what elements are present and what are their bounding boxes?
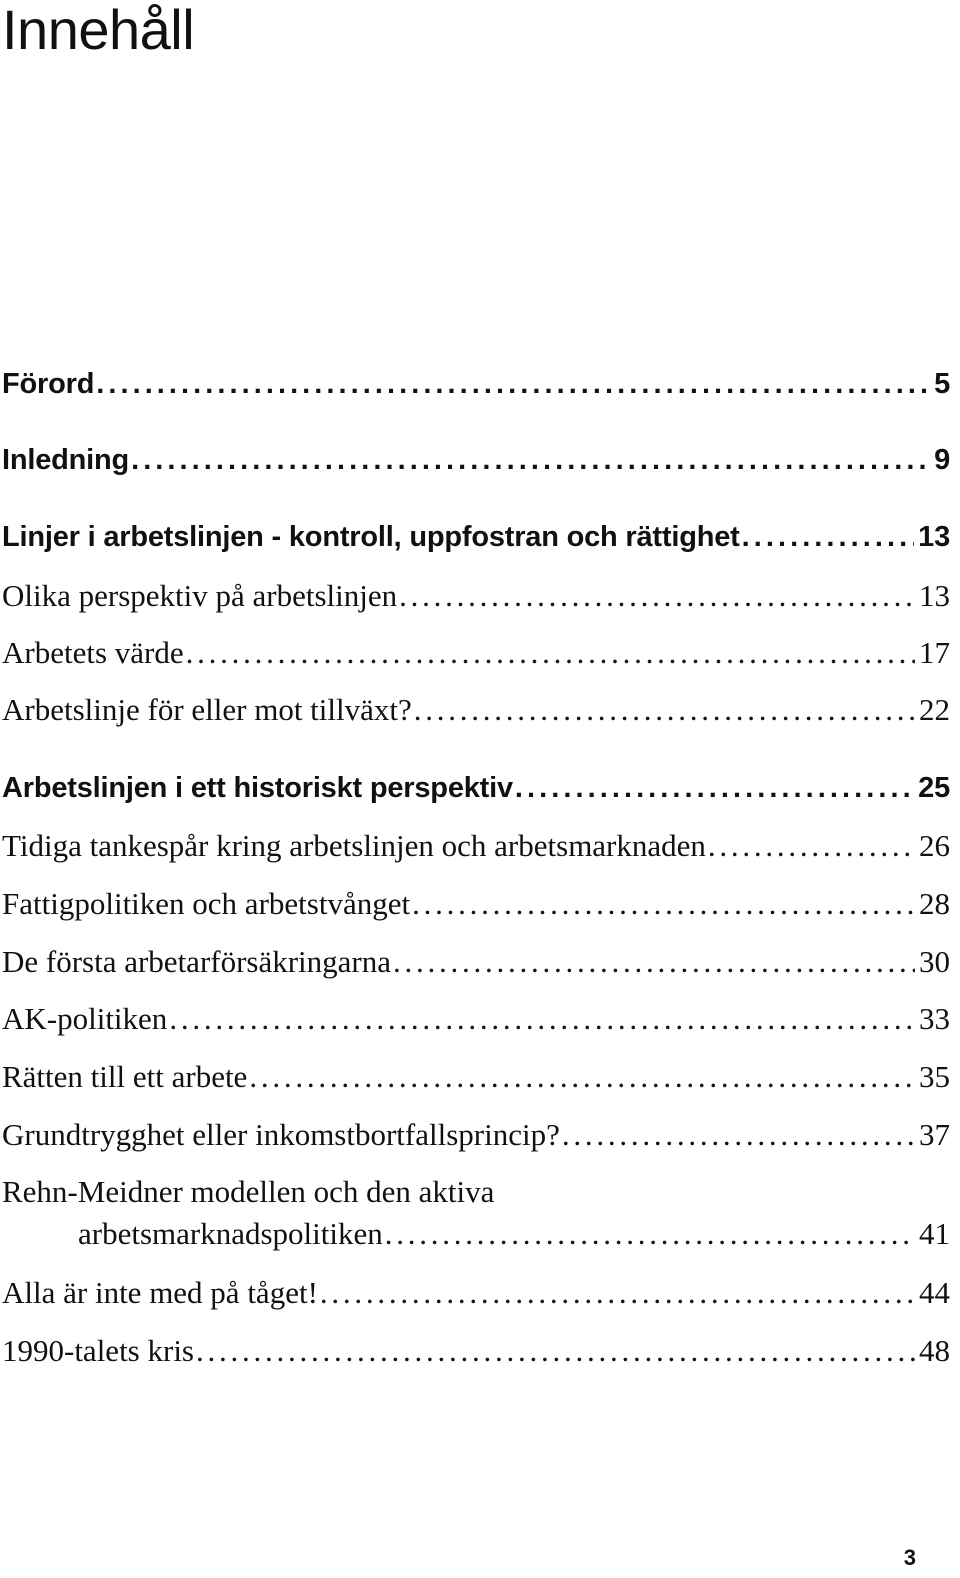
toc-entry-page: 25 [918,772,950,804]
toc-entry-forord[interactable] [2,364,950,404]
dot-leader [169,999,915,1039]
toc-entry-title-line1: Rehn-Meidner modellen och den aktiva [2,1174,495,1209]
toc-entry-title: Arbetslinjen i ett historiskt perspektiv [2,772,513,804]
toc-entry-title: Förord [2,368,95,400]
toc-entry-historiskt-perspektiv[interactable] [2,768,950,808]
toc-entry-title: Grundtrygghet eller inkomstbortfallsprincip? [2,1117,560,1152]
dot-leader [96,364,930,404]
toc-entry-arbetslinje-tillvaxt[interactable] [2,690,950,730]
toc-entry-title: Fattigpolitiken och arbetstvånget [2,886,411,921]
toc-entry-page: 48 [919,1333,950,1368]
dot-leader [186,633,915,673]
toc-entry-ratten-till-arbete[interactable] [2,1057,950,1097]
toc-entry-alla-ar-inte-med[interactable] [2,1273,950,1313]
dot-leader [412,884,915,924]
toc-entry-title: Olika perspektiv på arbetslinjen [2,578,398,613]
page-title: Innehåll [2,0,195,61]
dot-leader [562,1115,915,1155]
toc-entry-rehn-meidner[interactable] [2,1171,950,1255]
toc-entry-page: 37 [919,1117,950,1152]
toc-entry-ak-politiken[interactable] [2,999,950,1039]
toc-entry-title: Inledning [2,444,130,476]
toc-entry-title: De första arbetarförsäkringarna [2,944,392,979]
toc-entry-page: 22 [919,692,950,727]
toc-entry-page: 28 [919,886,950,921]
dot-leader [249,1057,915,1097]
toc-entry-page: 33 [919,1001,950,1036]
toc-entry-inledning[interactable] [2,440,950,480]
dot-leader [131,440,930,480]
toc-entry-page: 35 [919,1059,950,1094]
toc-entry-arbetets-varde[interactable] [2,633,950,673]
dot-leader [742,517,915,557]
dot-leader [399,576,915,616]
toc-entry-arbetarforsakringarna[interactable] [2,942,950,982]
toc-entry-title: Tidiga tankespår kring arbetslinjen och arbetsmarknaden [2,828,706,863]
toc-entry-fattigpolitiken[interactable] [2,884,950,924]
toc-entry-1990-talets-kris[interactable] [2,1331,950,1371]
toc-entry-title: 1990-talets kris [2,1333,194,1368]
dot-leader [196,1331,915,1371]
toc-entry-page: 44 [919,1275,950,1310]
toc-entry-title: Alla är inte med på tåget! [2,1275,318,1310]
dot-leader [393,942,915,982]
toc-entry-tidiga-tankespar[interactable] [2,826,950,866]
toc-entry-page: 9 [934,444,950,476]
toc-entry-title: Rätten till ett arbete [2,1059,248,1094]
toc-entry-page: 26 [919,828,950,863]
dot-leader [385,1213,915,1255]
toc-entry-page: 17 [919,635,950,670]
dot-leader [515,768,914,808]
toc-entry-title: Arbetets värde [2,635,184,670]
toc-entry-page: 13 [919,578,950,613]
dot-leader [708,826,915,866]
toc-entry-page: 5 [934,368,950,400]
toc-entry-line2 [2,1213,950,1255]
toc-entry-page: 30 [919,944,950,979]
dot-leader [320,1273,915,1313]
toc-entry-page: 41 [919,1216,950,1251]
toc-entry-page: 13 [918,521,950,553]
toc-entry-title: AK-politiken [2,1001,168,1036]
toc-entry-title: Arbetslinje för eller mot tillväxt? [2,692,412,727]
toc-entry-linjer-i-arbetslinjen[interactable] [2,517,950,557]
page-number: 3 [903,1545,916,1570]
toc-entry-title: Linjer i arbetslinjen - kontroll, uppfostran och rättighet [2,521,740,553]
toc-entry-title-line2: arbetsmarknadspolitiken [78,1216,383,1251]
toc-entry-olika-perspektiv[interactable] [2,576,950,616]
dot-leader [414,690,915,730]
toc-entry-grundtrygghet[interactable] [2,1115,950,1155]
